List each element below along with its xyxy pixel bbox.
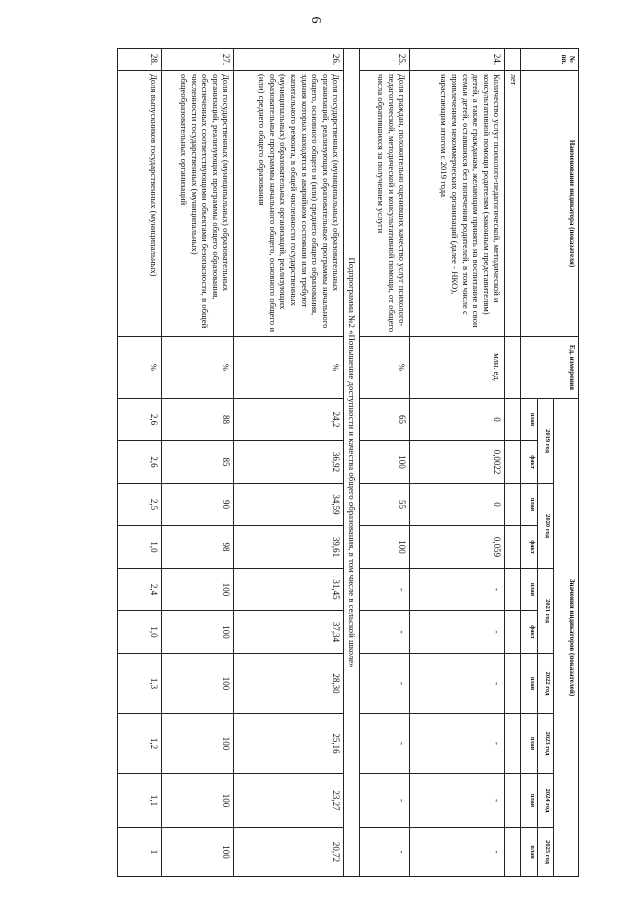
value-2019-fact: 36,92 bbox=[234, 441, 344, 484]
value-2024-plan: - bbox=[410, 774, 505, 828]
value-2020-fact: 39,61 bbox=[234, 526, 344, 569]
header-values: Значения индикаторов (показателей) bbox=[554, 399, 579, 877]
value-2024-plan: 100 bbox=[162, 774, 234, 828]
value-2022-plan: 100 bbox=[162, 654, 234, 714]
header-plan: план bbox=[521, 399, 538, 441]
value-2021-fact: - bbox=[410, 611, 505, 654]
subprogram-row bbox=[344, 49, 360, 877]
table-row-28 bbox=[118, 49, 162, 877]
value-2022-plan: - bbox=[360, 654, 410, 714]
row-num: 27. bbox=[162, 49, 234, 71]
value-2024-plan: 1,1 bbox=[118, 774, 162, 828]
continuation-row bbox=[505, 49, 521, 877]
value-2023-plan: - bbox=[360, 714, 410, 774]
value-2022-plan: - bbox=[410, 654, 505, 714]
header-fact: факт bbox=[521, 611, 538, 654]
header-year-2025: 2025 год bbox=[538, 828, 554, 877]
value-2023-plan: 100 bbox=[162, 714, 234, 774]
value-2024-plan: - bbox=[360, 774, 410, 828]
value-2021-plan: - bbox=[410, 569, 505, 611]
continuation-num bbox=[505, 49, 521, 71]
header-year-2020: 2020 год bbox=[538, 484, 554, 569]
value-2019-fact: 0,0022 bbox=[410, 441, 505, 484]
header-plan: план bbox=[521, 828, 538, 877]
value-2021-plan: 100 bbox=[162, 569, 234, 611]
indicator-name: Доля выпускников государственных (муниципальных) bbox=[118, 71, 162, 337]
value-2021-plan: - bbox=[360, 569, 410, 611]
indicator-unit: млн. ед. bbox=[410, 337, 505, 399]
value-2019-fact: 2,6 bbox=[118, 441, 162, 484]
value-2019-fact: 85 bbox=[162, 441, 234, 484]
value-2023-plan: - bbox=[410, 714, 505, 774]
table-row-25 bbox=[360, 49, 410, 877]
indicator-table bbox=[117, 48, 579, 877]
value-2021-fact: 100 bbox=[162, 611, 234, 654]
value-2025-plan: 100 bbox=[162, 828, 234, 877]
value-2021-plan: 31,45 bbox=[234, 569, 344, 611]
value-2019-fact: 100 bbox=[360, 441, 410, 484]
value-2020-plan: 90 bbox=[162, 484, 234, 526]
value-2020-plan: 55 bbox=[360, 484, 410, 526]
header-name: Наименование индикатора (показателя) bbox=[521, 71, 579, 337]
value-2025-plan: - bbox=[360, 828, 410, 877]
page-number: 6 bbox=[308, 16, 323, 24]
indicator-unit: % bbox=[360, 337, 410, 399]
value-2021-plan: 2,4 bbox=[118, 569, 162, 611]
value-2019-plan: 88 bbox=[162, 399, 234, 441]
indicator-name: Количество услуг психолого-педагогической, методической и консультативной помощи родителям (законным представителям) детей, а также гражданам, желающим принять на воспитание в свои семьи детей, оставшихся без попечения родителей, в том числе с привлечением некоммерческих организаций (далее - НКО), нарастающим итогом с 2019 года bbox=[410, 71, 505, 337]
header-plan: план bbox=[521, 569, 538, 611]
header-fact: факт bbox=[521, 441, 538, 484]
table-row-27 bbox=[162, 49, 234, 877]
indicator-table-sheet bbox=[94, 48, 579, 864]
header-unit: Ед. измерения bbox=[521, 337, 579, 399]
table-row-26 bbox=[234, 49, 344, 877]
header-plan: план bbox=[521, 774, 538, 828]
row-num: 24. bbox=[410, 49, 505, 71]
value-2020-plan: 34,59 bbox=[234, 484, 344, 526]
row-num: 25. bbox=[360, 49, 410, 71]
table-row-24 bbox=[410, 49, 505, 877]
header-year-2019: 2019 год bbox=[538, 399, 554, 484]
header-fact: факт bbox=[521, 526, 538, 569]
value-2020-fact: 0,059 bbox=[410, 526, 505, 569]
header-year-2021: 2021 год bbox=[538, 569, 554, 654]
value-2020-fact: 1,0 bbox=[118, 526, 162, 569]
row-num: 26. bbox=[234, 49, 344, 71]
header-year-2022: 2022 год bbox=[538, 654, 554, 714]
subprogram-title: Подпрограмма №2 «Повышение доступности и качества общего образования, в том числе в сельской школе» bbox=[344, 49, 360, 877]
indicator-unit: % bbox=[234, 337, 344, 399]
value-2019-plan: 0 bbox=[410, 399, 505, 441]
value-2024-plan: 23,27 bbox=[234, 774, 344, 828]
header-plan: план bbox=[521, 654, 538, 714]
indicator-unit: % bbox=[162, 337, 234, 399]
indicator-unit: % bbox=[118, 337, 162, 399]
indicator-name: Доля государственных (муниципальных) образовательных организаций, реализующих образовательные программы начального общего, основного общего и (или) среднего общего образования, здания которых находятся в аварийном состоянии или требуют капитального ремонта, в общей численности государственных (муниципальных) образовательных организаций, реализующих образовательные программы начального общего, основного общего и (или) среднего общего образования bbox=[234, 71, 344, 337]
value-2021-fact: 1,0 bbox=[118, 611, 162, 654]
value-2021-fact: 37,34 bbox=[234, 611, 344, 654]
value-2021-fact: - bbox=[360, 611, 410, 654]
row-num: 28. bbox=[118, 49, 162, 71]
value-2025-plan: 1 bbox=[118, 828, 162, 877]
value-2023-plan: 1,2 bbox=[118, 714, 162, 774]
value-2020-plan: 2,5 bbox=[118, 484, 162, 526]
value-2023-plan: 25,16 bbox=[234, 714, 344, 774]
header-year-2024: 2024 год bbox=[538, 774, 554, 828]
value-2020-plan: 0 bbox=[410, 484, 505, 526]
value-2022-plan: 1,3 bbox=[118, 654, 162, 714]
value-2020-fact: 98 bbox=[162, 526, 234, 569]
header-num: № пп. bbox=[521, 49, 579, 71]
continuation-text: лет bbox=[505, 71, 521, 337]
value-2022-plan: 28,30 bbox=[234, 654, 344, 714]
value-2019-plan: 24,2 bbox=[234, 399, 344, 441]
indicator-name: Доля государственных (муниципальных) образовательных организаций, реализующих программы общего образования, обеспеченных соответствующими объектами безопасности, в общей численности государственных (муниципальных) общеобразовательных организаций bbox=[162, 71, 234, 337]
value-2020-fact: 100 bbox=[360, 526, 410, 569]
value-2025-plan: 20,72 bbox=[234, 828, 344, 877]
header-year-2023: 2023 год bbox=[538, 714, 554, 774]
value-2019-plan: 2,6 bbox=[118, 399, 162, 441]
header-plan: план bbox=[521, 714, 538, 774]
header-plan: план bbox=[521, 484, 538, 526]
value-2019-plan: 65 bbox=[360, 399, 410, 441]
indicator-name: Доля граждан, положительно оценивших качество услуг психолого-педагогической, методической и консультативной помощи, от общего числа обратившихся за получением услуги bbox=[360, 71, 410, 337]
value-2025-plan: - bbox=[410, 828, 505, 877]
